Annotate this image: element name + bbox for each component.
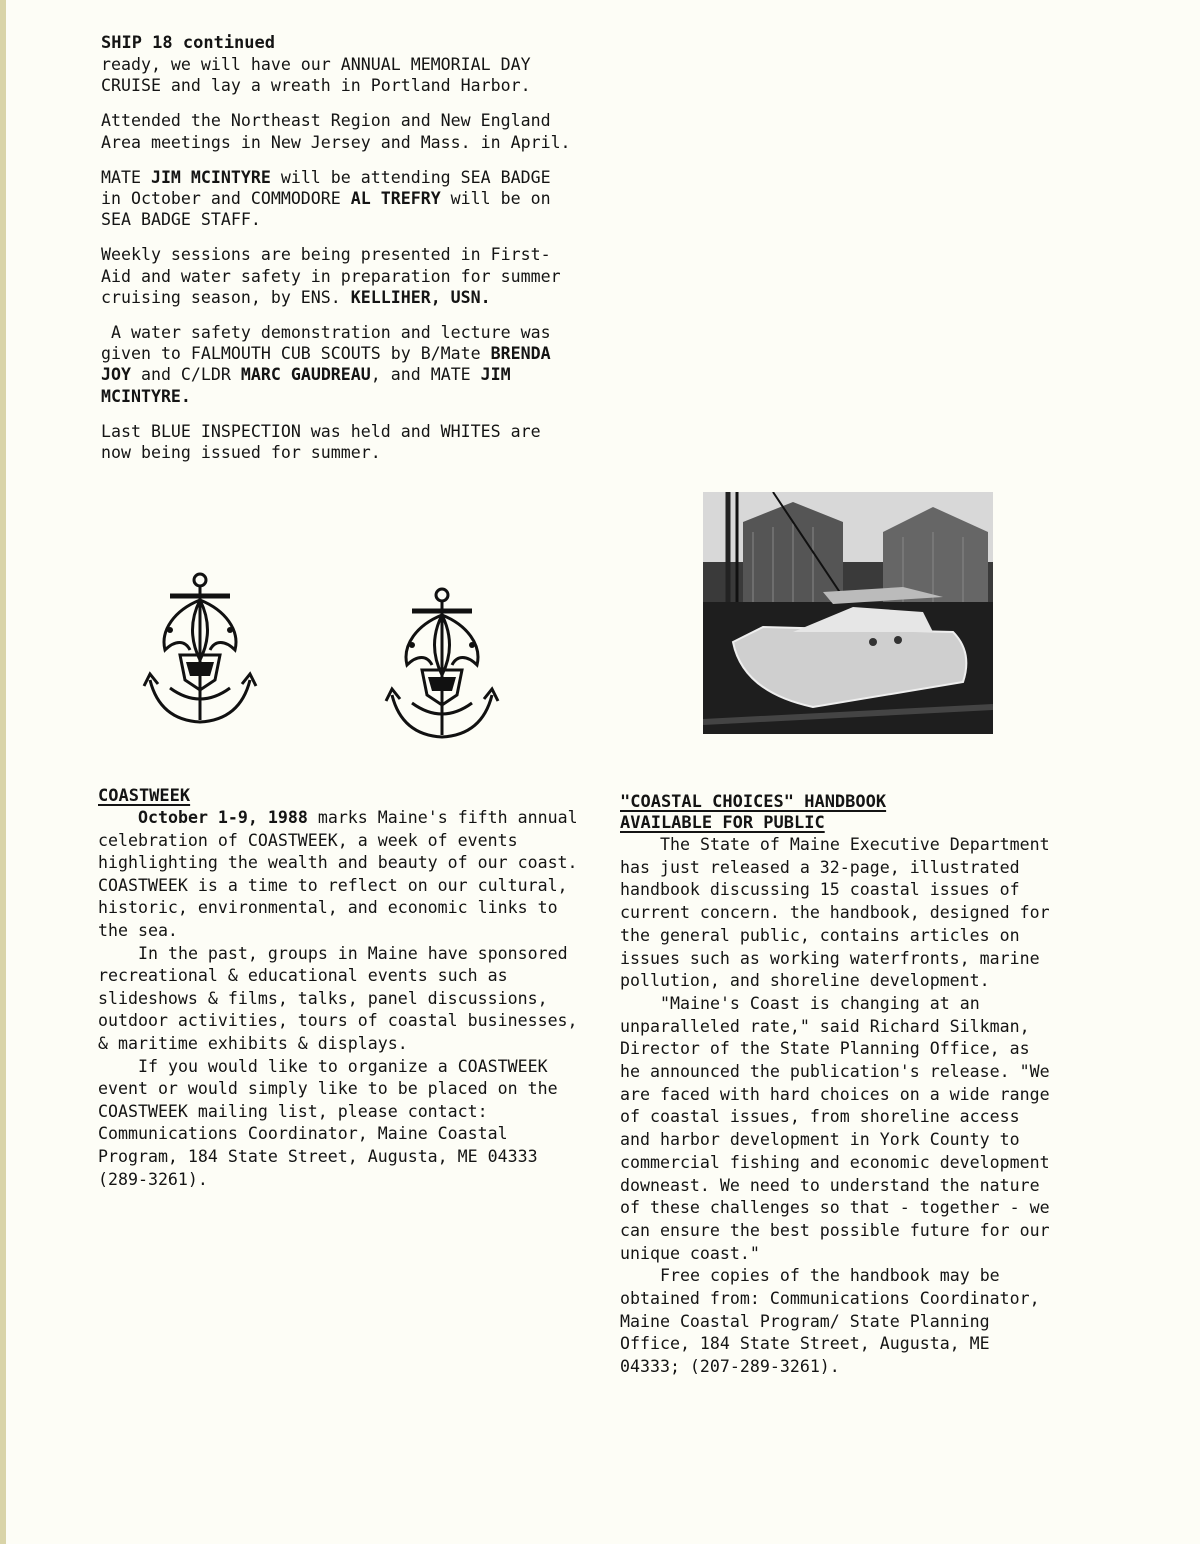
text-span: Weekly sessions are being presented in First-Aid and water safety in preparation for summer cruising season, by ENS. (101, 245, 561, 307)
bold-name: BRENDA JOY (101, 344, 551, 385)
ship18-paragraph-4 (101, 244, 579, 308)
sailboat-photo-drawing (703, 492, 993, 734)
sea-scout-emblem-icon (382, 585, 502, 745)
handbook-heading-line-2: AVAILABLE FOR PUBLIC (620, 813, 825, 833)
ship18-paragraph-1: ready, we will have our ANNUAL MEMORIAL DAY CRUISE and lay a wreath in Portland Harbor. (101, 55, 531, 96)
coastweek-body (98, 807, 582, 1191)
text-span: and C/LDR (130, 365, 241, 385)
ship18-paragraph-5 (101, 322, 579, 407)
bold-name: JIM MCINTYRE. (101, 365, 511, 406)
scan-edge (0, 0, 6, 1544)
sea-scout-emblem-icon (140, 570, 260, 730)
handbook-body (620, 834, 1052, 1379)
ship18-paragraph-3 (101, 167, 579, 231)
handbook-article (620, 792, 1052, 1379)
text-span: marks Maine's fifth annual celebration of COASTWEEK, a week of events highlighting the wealth and beauty of our coast. COASTWEEK is a time to reflect on our cultural, historic, environmental, and economic links to the sea. (98, 808, 578, 940)
handbook-paragraph-1: The State of Maine Executive Department has just released a 32-page, illustrated handbook discussing 15 coastal issues of current concern. the handbook, designed for the general public, contains articles on issues such as working waterfronts, marine pollution, and shoreline development. (620, 835, 1050, 991)
sailboat-photo (703, 492, 993, 734)
bold-name: MARC GAUDREAU (240, 365, 371, 385)
bold-name: JIM MCINTYRE (150, 167, 271, 187)
bold-name: KELLIHER, USN. (350, 287, 491, 307)
ship18-heading: SHIP 18 continued (101, 33, 275, 53)
coastweek-paragraph-2: In the past, groups in Maine have sponsored recreational & educational events such as slideshows & films, talks, panel discussions, outdoor activities, tours of coastal businesses, & maritime exhibits & displays. (98, 943, 578, 1053)
text-span: will be attending SEA BADGE in October and COMMODORE (101, 167, 551, 209)
text-span: A water safety demonstration and lecture was given to FALMOUTH CUB SCOUTS by B/Mate (101, 323, 551, 364)
text-span: will be on SEA BADGE STAFF. (101, 189, 551, 230)
coastweek-paragraph-3: If you would like to organize a COASTWEEK event or would simply like to be placed on the COASTWEEK mailing list, please contact: Communications Coordinator, Maine Coastal Program, 184 State Street, Augusta, ME 04333 (289-3261). (98, 1056, 558, 1189)
handbook-paragraph-3: Free copies of the handbook may be obtained from: Communications Coordinator, Maine Coastal Program/ State Planning Office, 184 State Street, Augusta, ME 04333; (207-289-3261). (620, 1266, 1040, 1377)
bold-name: AL TREFRY (350, 189, 441, 209)
bold-date: October 1-9, 1988 (138, 808, 308, 827)
ship18-paragraph-2: Attended the Northeast Region and New England Area meetings in New Jersey and Mass. in April. (101, 111, 571, 152)
coastweek-heading: COASTWEEK (98, 786, 191, 806)
coastweek-article (98, 786, 582, 1191)
text-span: , and MATE (370, 365, 481, 385)
handbook-heading-line-1: "COASTAL CHOICES" HANDBOOK (620, 792, 887, 812)
ship18-paragraph-6: Last BLUE INSPECTION was held and WHITES are now being issued for summer. (101, 421, 541, 463)
handbook-paragraph-2: "Maine's Coast is changing at an unparalleled rate," said Richard Silkman, Director of the State Planning Office, as he announced the publication's release. "We are faced with hard choices on a wide range of coastal issues, from shoreline access and harbor development in York County to commercial fishing and economic development downeast. We need to understand the nature of these challenges so that - together - we can ensure the best possible future for our unique coast." (620, 993, 1050, 1263)
ship18-article (101, 33, 579, 477)
coastweek-paragraph-1 (98, 807, 582, 943)
text-span: MATE (101, 167, 151, 187)
